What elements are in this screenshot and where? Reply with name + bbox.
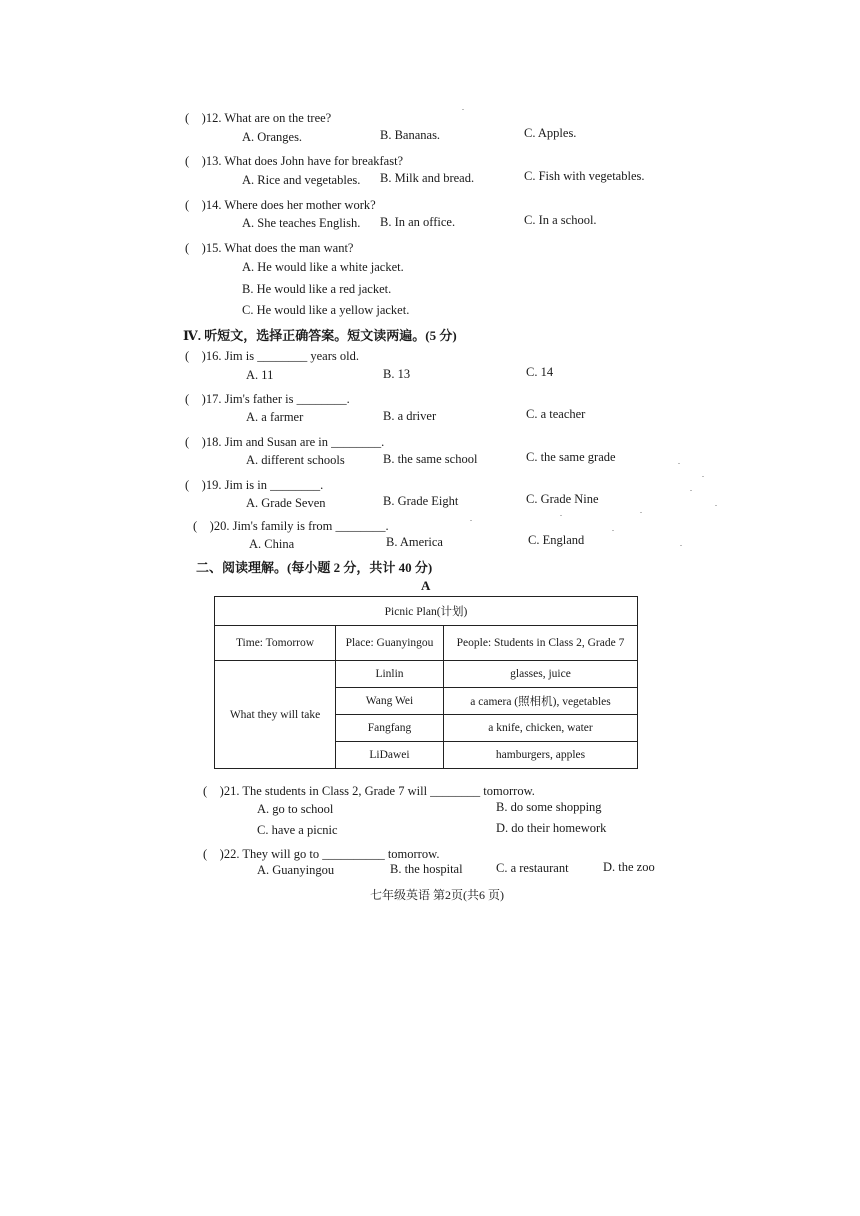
q21-option-c: C. have a picnic [257,823,338,837]
table-name-cell: Fangfang [336,715,444,742]
section-4-title: Ⅳ. 听短文，选择正确答案。短文读两遍。(5 分) [183,328,457,343]
q17-option-b: B. a driver [383,409,437,423]
table-name-cell: Wang Wei [336,688,444,715]
passage-a-label: A [421,578,431,593]
scan-speck [462,109,464,110]
q16-option-a: A. 11 [246,368,274,382]
q13-option-a: A. Rice and vegetables. [242,173,361,187]
scan-speck [690,490,692,491]
question-16: ( )16. Jim is ________ years old. [185,349,359,363]
q15-option-b: B. He would like a red jacket. [242,282,392,296]
question-20: ( )20. Jim's family is from ________. [193,519,389,533]
table-items-cell: glasses, juice [444,661,638,688]
q20-option-a: A. China [249,537,295,551]
table-title: Picnic Plan(计划) [215,597,638,626]
question-14: ( )14. Where does her mother work? [185,198,376,212]
q13-option-b: B. Milk and bread. [380,171,475,185]
q12-option-c: C. Apples. [524,126,577,140]
q14-option-a: A. She teaches English. [242,216,361,230]
q20-option-b: B. America [386,535,443,549]
q21-option-a: A. go to school [257,802,334,816]
q18-option-a: A. different schools [246,453,345,467]
q14-option-b: B. In an office. [380,215,456,229]
scan-speck [640,512,642,513]
question-12: ( )12. What are on the tree? [185,111,332,125]
question-17: ( )17. Jim's father is ________. [185,392,350,406]
q17-option-c: C. a teacher [526,407,586,421]
section-2-title: 二、阅读理解。(每小题 2 分，共计 40 分) [196,560,433,575]
table-place-cell: Place: Guanyingou [336,626,444,661]
question-21: ( )21. The students in Class 2, Grade 7 will ________ tomorrow. [203,784,535,798]
q13-option-c: C. Fish with vegetables. [524,169,645,183]
q12-option-a: A. Oranges. [242,130,303,144]
q20-option-c: C. England [528,533,585,547]
q14-option-c: C. In a school. [524,213,597,227]
scan-speck [560,515,562,516]
question-13: ( )13. What does John have for breakfast? [185,154,404,168]
q16-option-c: C. 14 [526,365,554,379]
q22-option-c: C. a restaurant [496,861,569,875]
q17-option-a: A. a farmer [246,410,304,424]
table-items-cell: a camera (照相机), vegetables [444,688,638,715]
q21-option-b: B. do some shopping [496,800,602,814]
scan-speck [678,463,680,464]
q15-option-a: A. He would like a white jacket. [242,260,404,274]
question-15: ( )15. What does the man want? [185,241,354,255]
q18-option-b: B. the same school [383,452,478,466]
page-footer: 七年级英语 第2页(共6 页) [370,888,504,902]
q16-option-b: B. 13 [383,367,411,381]
table-row-label: What they will take [215,661,336,769]
table-time-cell: Time: Tomorrow [215,626,336,661]
q15-option-c: C. He would like a yellow jacket. [242,303,410,317]
q19-option-a: A. Grade Seven [246,496,326,510]
q22-option-d: D. the zoo [603,860,655,874]
q22-option-a: A. Guanyingou [257,863,335,877]
q19-option-c: C. Grade Nine [526,492,599,506]
q12-option-b: B. Bananas. [380,128,441,142]
scan-speck [612,530,614,531]
picnic-plan-table [214,596,638,769]
table-items-cell: hamburgers, apples [444,742,638,769]
q21-option-d: D. do their homework [496,821,607,835]
question-19: ( )19. Jim is in ________. [185,478,324,492]
q19-option-b: B. Grade Eight [383,494,459,508]
table-name-cell: Linlin [336,661,444,688]
question-18: ( )18. Jim and Susan are in ________. [185,435,385,449]
table-people-cell: People: Students in Class 2, Grade 7 [444,626,638,661]
table-items-cell: a knife, chicken, water [444,715,638,742]
question-22: ( )22. They will go to __________ tomorrow. [203,847,440,861]
q18-option-c: C. the same grade [526,450,616,464]
scan-speck [702,476,704,477]
scan-speck [680,545,682,546]
scan-speck [470,520,472,521]
q22-option-b: B. the hospital [390,862,463,876]
scan-speck [715,505,717,506]
table-name-cell: LiDawei [336,742,444,769]
